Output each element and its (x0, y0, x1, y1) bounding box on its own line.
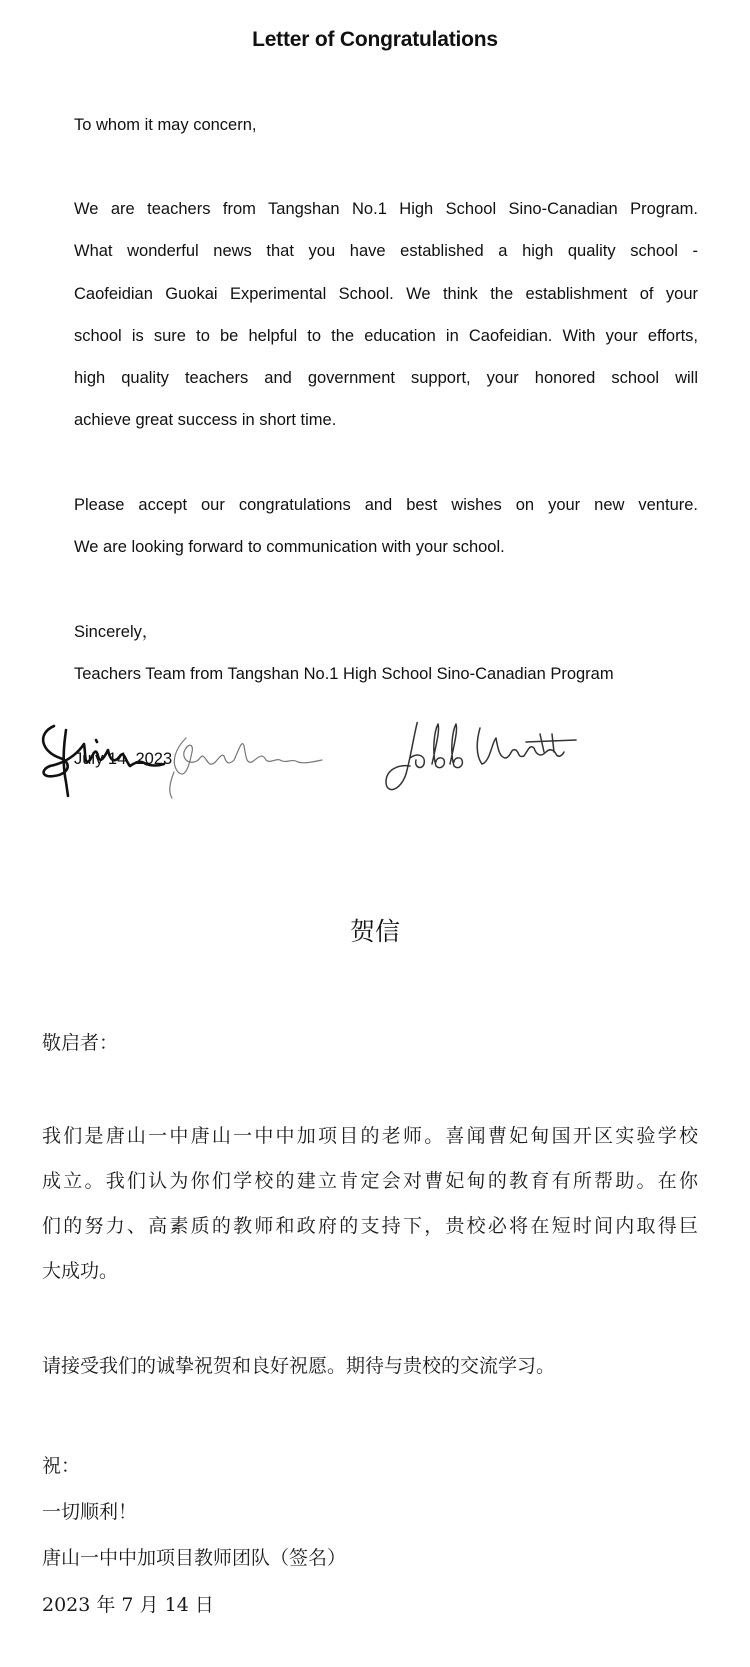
paragraph-line-zh: 们的努力、高素质的教师和政府的支持下，贵校必将在短时间内取得巨 (42, 1215, 698, 1237)
salutation: To whom it may concern, (74, 116, 257, 134)
salutation-zh: 敬启者： (42, 1032, 119, 1054)
paragraph-line: high quality teachers and government support, your honored school will (74, 369, 698, 387)
letter-title: Letter of Congratulations (252, 28, 498, 51)
paragraph-line: What wonderful news that you have established a high quality school - (74, 242, 698, 260)
closing-zh-1: 祝： (42, 1455, 81, 1477)
date: July 14, 2023 (74, 750, 173, 768)
letter-title-zh: 贺信 (349, 917, 400, 946)
paragraph-zh: 请接受我们的诚挚祝贺和良好祝愿。期待与贵校的交流学习。 (42, 1355, 556, 1377)
paragraph-line-zh: 成立。我们认为你们学校的建立肯定会对曹妃甸的教育有所帮助。在你 (42, 1170, 698, 1192)
paragraph-line-zh: 我们是唐山一中唐山一中中加项目的老师。喜闻曹妃甸国开区实验学校 (42, 1125, 698, 1147)
signatory-zh: 唐山一中中加项目教师团队（签名） (42, 1547, 347, 1569)
paragraph-line: We are teachers from Tangshan No.1 High School Sino-Canadian Program. (74, 200, 698, 218)
paragraph-line-zh: 大成功。 (42, 1260, 119, 1282)
closing: Sincerely， (74, 623, 159, 641)
paragraph-line: We are looking forward to communication with your school. (74, 538, 505, 556)
paragraph-line: Caofeidian Guokai Experimental School. We think the establishment of your (74, 285, 698, 303)
closing-zh-2: 一切顺利！ (42, 1501, 138, 1523)
paragraph-line: achieve great success in short time. (74, 411, 337, 429)
paragraph-line: Please accept our congratulations and best wishes on your new venture. (74, 496, 698, 514)
paragraph-line: school is sure to be helpful to the education in Caofeidian. With your efforts, (74, 327, 698, 345)
signatory: Teachers Team from Tangshan No.1 High School Sino-Canadian Program (74, 665, 614, 683)
date-zh: 2023 年 7 月 14 日 (42, 1594, 214, 1616)
